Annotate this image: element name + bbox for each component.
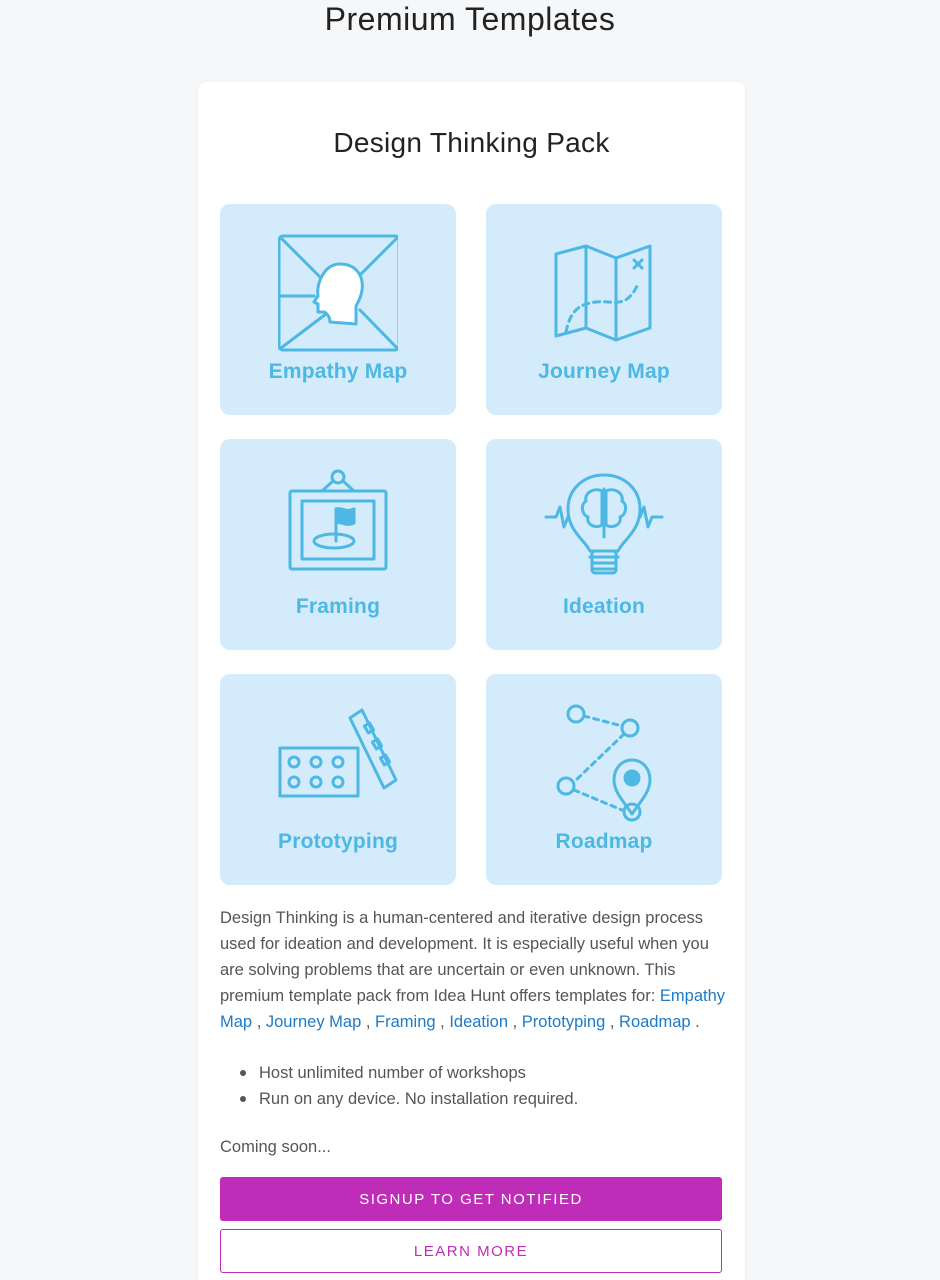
roadmap-icon xyxy=(544,702,664,822)
tile-roadmap[interactable] xyxy=(486,674,722,885)
journey-map-icon xyxy=(544,232,664,352)
description-intro: Design Thinking is a human-centered and iterative design process used for ideation and development. It is especially useful when you are solving problems that are uncertain or even unknown. This premium template pack from Idea Hunt offers templates for: xyxy=(220,909,709,1005)
ideation-icon xyxy=(544,467,664,587)
link-ideation[interactable]: Ideation xyxy=(449,1013,509,1031)
link-roadmap[interactable]: Roadmap xyxy=(619,1013,691,1031)
tile-prototyping[interactable] xyxy=(220,674,456,885)
tile-label: Journey Map xyxy=(538,360,670,383)
prototyping-icon xyxy=(278,702,398,822)
feature-list xyxy=(220,1060,725,1112)
card-title: Design Thinking Pack xyxy=(333,127,610,158)
learn-more-button[interactable]: LEARN MORE xyxy=(220,1229,722,1273)
link-empathy-map[interactable]: Empathy Map xyxy=(220,987,726,1031)
signup-button[interactable]: SIGNUP TO GET NOTIFIED xyxy=(220,1177,722,1221)
feature-item: Run on any device. No installation required. xyxy=(220,1086,725,1112)
empathy-map-icon xyxy=(278,232,398,352)
pack-description: Design Thinking is a human-centered and iterative design process used for ideation and development. It is especially useful when you are solving problems that are uncertain or even unknown. This premium template pack from Idea Hunt offers templates for: Empathy Map , Journey Map , Framing , Ideation , Prototyping , Roadmap . xyxy=(220,909,726,1031)
link-journey-map[interactable]: Journey Map xyxy=(265,1013,362,1031)
tile-label: Empathy Map xyxy=(268,360,408,383)
tile-ideation[interactable] xyxy=(486,439,722,650)
tile-label: Prototyping xyxy=(277,830,399,853)
tile-label: Ideation xyxy=(562,595,646,618)
tile-label: Roadmap xyxy=(555,830,653,853)
coming-soon-text: Coming soon... xyxy=(220,1138,331,1156)
feature-item: Host unlimited number of workshops xyxy=(220,1060,725,1086)
tile-label: Framing xyxy=(295,595,381,618)
link-framing[interactable]: Framing xyxy=(375,1013,436,1031)
tile-empathy-map[interactable] xyxy=(220,204,456,415)
link-prototyping[interactable]: Prototyping xyxy=(521,1013,606,1031)
tile-framing[interactable] xyxy=(220,439,456,650)
tile-journey-map[interactable] xyxy=(486,204,722,415)
template-pack-card xyxy=(198,82,745,1280)
page-title: Premium Templates xyxy=(324,1,616,37)
framing-icon xyxy=(278,467,398,587)
